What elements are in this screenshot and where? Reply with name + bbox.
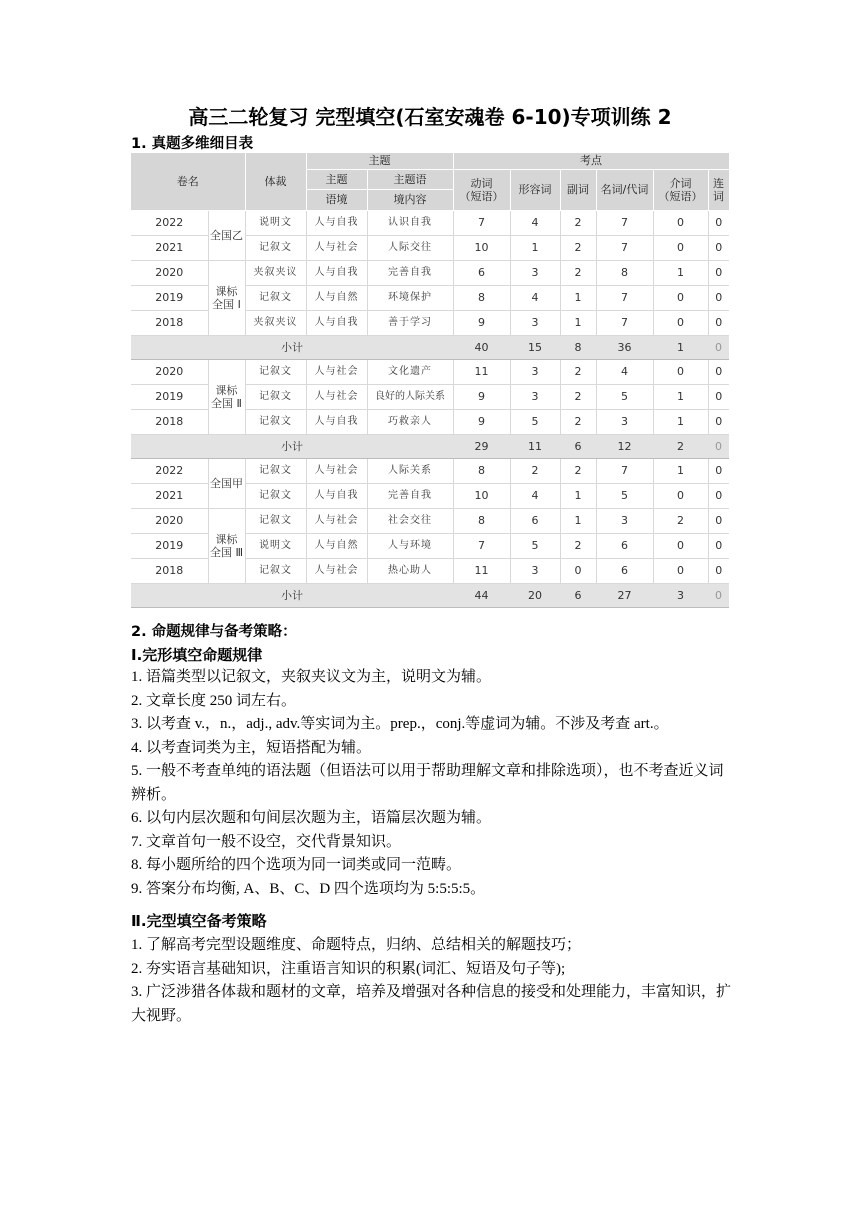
value-cell: 1 [560, 310, 596, 335]
genre-cell: 记叙文 [245, 508, 306, 533]
year-cell: 2021 [131, 235, 208, 260]
value-cell: 0 [708, 285, 729, 310]
subtotal-value: 11 [510, 434, 560, 458]
value-cell: 0 [653, 533, 708, 558]
value-cell: 0 [560, 558, 596, 583]
context-cell: 人与自我 [306, 409, 367, 434]
value-cell: 0 [708, 210, 729, 235]
part-1-heading: Ⅰ.完形填空命题规律 [131, 646, 263, 664]
subtotal-label: 小计 [131, 434, 453, 458]
header-ticai: 体裁 [245, 153, 306, 210]
value-cell: 3 [510, 359, 560, 384]
list-item: 9. 答案分布均衡, A、B、C、D 四个选项均为 5:5:5:5。 [131, 880, 486, 897]
value-cell: 8 [453, 458, 510, 483]
genre-cell: 记叙文 [245, 285, 306, 310]
value-cell: 9 [453, 384, 510, 409]
value-cell: 0 [653, 235, 708, 260]
genre-cell: 说明文 [245, 533, 306, 558]
subtotal-value: 0 [708, 335, 729, 359]
value-cell: 6 [596, 558, 653, 583]
context-cell: 人与社会 [306, 458, 367, 483]
value-cell: 1 [653, 384, 708, 409]
value-cell: 2 [560, 384, 596, 409]
content-cell: 环境保护 [367, 285, 453, 310]
header-kaodian: 考点 [453, 153, 729, 169]
subtotal-row [131, 583, 729, 607]
year-cell: 2021 [131, 483, 208, 508]
value-cell: 0 [708, 483, 729, 508]
value-cell: 6 [453, 260, 510, 285]
value-cell: 4 [596, 359, 653, 384]
value-cell: 8 [596, 260, 653, 285]
subtotal-value: 15 [510, 335, 560, 359]
value-cell: 5 [510, 533, 560, 558]
value-cell: 0 [708, 260, 729, 285]
part-2-list [131, 934, 733, 1028]
list-item: 7. 文章首句一般不设空，交代背景知识。 [131, 833, 402, 850]
part-2-heading: Ⅱ.完型填空备考策略 [131, 912, 267, 930]
value-cell: 0 [708, 384, 729, 409]
table-row [131, 508, 729, 533]
list-item: 3. 以考查 v.，n.，adj., adv.等实词为主。prep.，conj.等虚词为辅。不涉及考查 art.。 [131, 716, 669, 732]
value-cell: 3 [510, 558, 560, 583]
context-cell: 人与自我 [306, 210, 367, 235]
header-xingrongci: 形容词 [510, 169, 560, 210]
value-cell: 5 [596, 483, 653, 508]
subtotal-value: 0 [708, 434, 729, 458]
value-cell: 4 [510, 483, 560, 508]
genre-cell: 记叙文 [245, 384, 306, 409]
paper-name-cell: 课标 全国 Ⅰ [208, 260, 245, 335]
value-cell: 7 [596, 210, 653, 235]
context-cell: 人与社会 [306, 359, 367, 384]
content-cell: 社会交往 [367, 508, 453, 533]
value-cell: 1 [560, 285, 596, 310]
value-cell: 2 [560, 359, 596, 384]
subtotal-value: 6 [560, 583, 596, 607]
value-cell: 2 [560, 210, 596, 235]
value-cell: 1 [653, 260, 708, 285]
subtotal-value: 27 [596, 583, 653, 607]
value-cell: 6 [596, 533, 653, 558]
genre-cell: 记叙文 [245, 409, 306, 434]
value-cell: 0 [708, 409, 729, 434]
table-row [131, 458, 729, 483]
header-dongci: 动词 （短语） [453, 169, 510, 210]
year-cell: 2022 [131, 458, 208, 483]
value-cell: 9 [453, 310, 510, 335]
value-cell: 1 [653, 409, 708, 434]
year-cell: 2019 [131, 285, 208, 310]
subtotal-label: 小计 [131, 335, 453, 359]
document-title: 高三二轮复习 完型填空(石室安魂卷 6-10)专项训练 2 [188, 105, 672, 129]
value-cell: 11 [453, 359, 510, 384]
table-body [131, 210, 729, 607]
context-cell: 人与自我 [306, 310, 367, 335]
year-cell: 2020 [131, 508, 208, 533]
header-jieci: 介词 （短语） [653, 169, 708, 210]
value-cell: 3 [596, 508, 653, 533]
subtotal-value: 3 [653, 583, 708, 607]
list-item: 4. 以考查词类为主，短语搭配为辅。 [131, 739, 372, 756]
value-cell: 11 [453, 558, 510, 583]
value-cell: 2 [560, 235, 596, 260]
value-cell: 8 [453, 285, 510, 310]
header-lianci: 连词 [708, 169, 729, 210]
table-row [131, 359, 729, 384]
genre-cell: 夹叙夹议 [245, 260, 306, 285]
value-cell: 7 [596, 458, 653, 483]
list-item: 1. 语篇类型以记叙文，夹叙夹议文为主，说明文为辅。 [131, 669, 492, 685]
value-cell: 4 [510, 285, 560, 310]
genre-cell: 记叙文 [245, 458, 306, 483]
context-cell: 人与社会 [306, 508, 367, 533]
value-cell: 3 [510, 384, 560, 409]
year-cell: 2018 [131, 409, 208, 434]
list-item: 1. 了解高考完型设题维度、命题特点，归纳、总结相关的解题技巧； [131, 937, 582, 953]
paper-name-cell: 课标 全国 Ⅲ [208, 508, 245, 583]
value-cell: 3 [510, 260, 560, 285]
header-zhutiyu: 主题语 [367, 169, 453, 189]
value-cell: 6 [510, 508, 560, 533]
value-cell: 7 [596, 310, 653, 335]
year-cell: 2022 [131, 210, 208, 235]
value-cell: 5 [596, 384, 653, 409]
exam-analysis-table [131, 153, 730, 608]
context-cell: 人与社会 [306, 558, 367, 583]
year-cell: 2018 [131, 310, 208, 335]
subtotal-row [131, 434, 729, 458]
value-cell: 10 [453, 235, 510, 260]
list-item: 8. 每小题所给的四个选项为同一词类或同一范畴。 [131, 857, 462, 873]
value-cell: 0 [653, 210, 708, 235]
section-2-heading: 2. 命题规律与备考策略： [131, 624, 297, 640]
year-cell: 2019 [131, 533, 208, 558]
content-cell: 善于学习 [367, 310, 453, 335]
subtotal-value: 1 [653, 335, 708, 359]
genre-cell: 记叙文 [245, 235, 306, 260]
year-cell: 2019 [131, 384, 208, 409]
value-cell: 10 [453, 483, 510, 508]
subtotal-value: 29 [453, 434, 510, 458]
value-cell: 0 [653, 359, 708, 384]
list-item: 2. 夯实语言基础知识，注重语言知识的积累(词汇、短语及句子等); [131, 960, 566, 977]
context-cell: 人与社会 [306, 384, 367, 409]
content-cell: 热心助人 [367, 558, 453, 583]
content-cell: 人际关系 [367, 458, 453, 483]
context-cell: 人与自我 [306, 483, 367, 508]
value-cell: 9 [453, 409, 510, 434]
list-item: 3. 广泛涉猎各体裁和题材的文章，培养及增强对各种信息的接受和处理能力，丰富知识，扩大视野。 [131, 984, 732, 1024]
table-row [131, 210, 729, 235]
subtotal-value: 8 [560, 335, 596, 359]
value-cell: 2 [560, 260, 596, 285]
content-cell: 完善自我 [367, 483, 453, 508]
subtotal-value: 2 [653, 434, 708, 458]
value-cell: 4 [510, 210, 560, 235]
value-cell: 0 [708, 508, 729, 533]
subtotal-value: 40 [453, 335, 510, 359]
value-cell: 0 [708, 359, 729, 384]
header-juanming: 卷名 [131, 153, 245, 210]
content-cell: 巧救亲人 [367, 409, 453, 434]
header-zhuti: 主题 [306, 153, 453, 169]
context-cell: 人与自我 [306, 260, 367, 285]
subtotal-value: 36 [596, 335, 653, 359]
value-cell: 5 [510, 409, 560, 434]
subtotal-value: 6 [560, 434, 596, 458]
year-cell: 2018 [131, 558, 208, 583]
value-cell: 2 [510, 458, 560, 483]
value-cell: 1 [653, 458, 708, 483]
list-item: 2. 文章长度 250 词左右。 [131, 692, 297, 709]
content-cell: 认识自我 [367, 210, 453, 235]
content-cell: 文化遗产 [367, 359, 453, 384]
value-cell: 0 [653, 558, 708, 583]
value-cell: 7 [453, 210, 510, 235]
subtotal-value: 44 [453, 583, 510, 607]
value-cell: 3 [596, 409, 653, 434]
year-cell: 2020 [131, 359, 208, 384]
value-cell: 2 [653, 508, 708, 533]
value-cell: 0 [708, 458, 729, 483]
header-zhuti-yujing: 主题 [306, 169, 367, 189]
value-cell: 2 [560, 458, 596, 483]
subtotal-row [131, 335, 729, 359]
value-cell: 0 [708, 558, 729, 583]
context-cell: 人与社会 [306, 235, 367, 260]
value-cell: 7 [596, 285, 653, 310]
genre-cell: 记叙文 [245, 359, 306, 384]
value-cell: 2 [560, 409, 596, 434]
value-cell: 1 [560, 483, 596, 508]
paper-name-cell: 全国乙 [208, 210, 245, 260]
value-cell: 1 [510, 235, 560, 260]
header-zhuti-yujing-2: 语境 [306, 189, 367, 210]
value-cell: 0 [653, 310, 708, 335]
subtotal-value: 0 [708, 583, 729, 607]
header-fuci: 副词 [560, 169, 596, 210]
content-cell: 完善自我 [367, 260, 453, 285]
value-cell: 7 [453, 533, 510, 558]
content-cell: 人与环境 [367, 533, 453, 558]
value-cell: 3 [510, 310, 560, 335]
value-cell: 0 [653, 483, 708, 508]
part-1-list [131, 666, 733, 901]
genre-cell: 记叙文 [245, 483, 306, 508]
value-cell: 1 [560, 508, 596, 533]
paper-name-cell: 全国甲 [208, 458, 245, 508]
genre-cell: 说明文 [245, 210, 306, 235]
context-cell: 人与自然 [306, 533, 367, 558]
header-mingci: 名词/代词 [596, 169, 653, 210]
content-cell: 人际交往 [367, 235, 453, 260]
header-zhutiyu-2: 境内容 [367, 189, 453, 210]
subtotal-value: 20 [510, 583, 560, 607]
list-item: 5. 一般不考查单纯的语法题（但语法可以用于帮助理解文章和排除选项），也不考查近义词辨析。 [131, 763, 724, 803]
value-cell: 0 [708, 533, 729, 558]
content-cell: 良好的人际关系 [367, 384, 453, 409]
value-cell: 8 [453, 508, 510, 533]
table-row [131, 260, 729, 285]
paper-name-cell: 课标 全国 Ⅱ [208, 359, 245, 434]
subtotal-label: 小计 [131, 583, 453, 607]
value-cell: 7 [596, 235, 653, 260]
table-header [131, 153, 729, 210]
genre-cell: 记叙文 [245, 558, 306, 583]
section-1-heading: 1. 真题多维细目表 [131, 136, 254, 152]
context-cell: 人与自然 [306, 285, 367, 310]
year-cell: 2020 [131, 260, 208, 285]
value-cell: 0 [708, 235, 729, 260]
list-item: 6. 以句内层次题和句间层次题为主，语篇层次题为辅。 [131, 810, 492, 826]
genre-cell: 夹叙夹议 [245, 310, 306, 335]
value-cell: 0 [708, 310, 729, 335]
value-cell: 0 [653, 285, 708, 310]
value-cell: 2 [560, 533, 596, 558]
subtotal-value: 12 [596, 434, 653, 458]
